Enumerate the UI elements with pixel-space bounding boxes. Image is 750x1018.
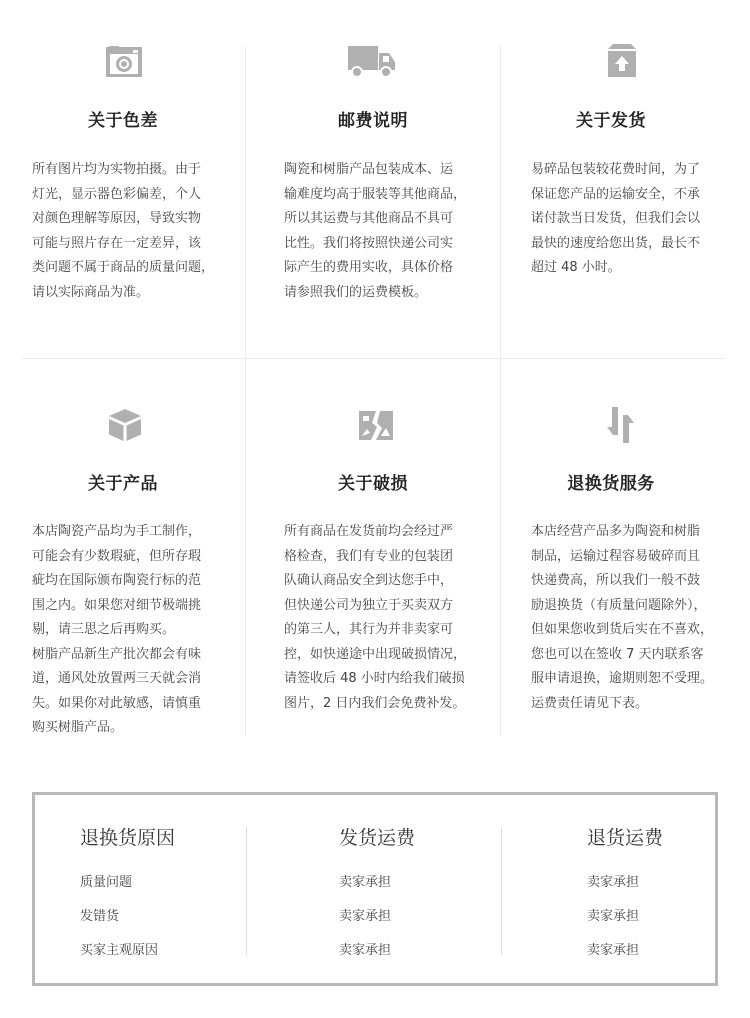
section-shipping-fee (246, 0, 500, 358)
table-cell: 卖家承担 (587, 875, 640, 890)
box-upload-icon (592, 41, 652, 81)
section-title: 关于破损 (338, 474, 408, 494)
section-body: 本店陶瓷产品均为手工制作， 可能会有少数瑕疵，但所存瑕 疵均在国际颁布陶瓷行标的范 围之内。如果您对细节极端挑 剔，请三思之后再购买。 树脂产品新生产批次都会有味 道，通风处放置两三天就会消 失。如果你对此敏感，请慎重 购买树脂产品。 (32, 524, 202, 735)
table-cell: 卖家承担 (339, 909, 392, 924)
section-body: 所有图片均为实物拍摄。由于 灯光，显示器色彩偏差，个人 对颜色理解等原因，导致实物 可能与照片存在一定差异，该 类问题不属于商品的质量问题， 请以实际商品为准。 (32, 162, 215, 300)
table-header: 发货运费 (339, 827, 416, 849)
section-body: 所有商品在发货前均会经过严 格检查，我们有专业的包装团 队确认商品安全到达您手中， 但快递公司为独立于买卖双方 的第三人，其行为并非卖家可 控，如快递途中出现破损情况， 请签收后 48 小时内给我们破损 图片，2 日内我们会免费补发。 (284, 524, 467, 711)
table-cell: 卖家承担 (339, 875, 392, 890)
section-title: 关于色差 (88, 111, 158, 131)
section-title: 关于发货 (576, 111, 646, 131)
table-header: 退换货原因 (80, 827, 176, 849)
table-divider (501, 827, 502, 955)
table-cell: 卖家承担 (587, 909, 640, 924)
table-cell: 发错货 (80, 909, 120, 924)
section-product (22, 359, 245, 737)
section-color-difference (22, 0, 245, 358)
table-cell: 质量问题 (80, 875, 133, 890)
camera-icon (94, 41, 154, 81)
table-cell: 买家主观原因 (80, 943, 159, 958)
truck-icon (342, 41, 402, 81)
section-body: 易碎品包装较花费时间，为了 保证您产品的运输安全，不承 诺付款当日发货，但我们会以 最快的速度给您出货，最长不 超过 48 小时。 (531, 162, 701, 275)
section-damage (246, 359, 500, 737)
table-cell: 卖家承担 (339, 943, 392, 958)
broken-image-icon (346, 405, 406, 445)
section-delivery (501, 0, 726, 358)
section-title: 邮费说明 (338, 111, 408, 131)
section-title: 关于产品 (88, 474, 158, 494)
freight-table (32, 792, 718, 986)
cube-icon (95, 405, 155, 445)
table-divider (246, 827, 247, 955)
table-header: 退货运费 (587, 827, 664, 849)
section-body: 陶瓷和树脂产品包装成本、运 输难度均高于服装等其他商品， 所以其运费与其他商品不具可 比性。我们将按照快递公司实 际产生的费用实收，具体价格 请参照我们的运费模板。 (284, 162, 467, 300)
section-title: 退换货服务 (567, 474, 655, 494)
section-body: 本店经营产品多为陶瓷和树脂 制品，运输过程容易破碎而且 快递费高，所以我们一般不鼓 励退换货（有质量问题除外）， 但如果您收到货后实在不喜欢， 您也可以在签收 7 天内联系客 服申请退换，逾期则恕不受理。 运费责任请见下表。 (531, 524, 714, 711)
table-cell: 卖家承担 (587, 943, 640, 958)
exchange-icon (591, 405, 651, 445)
section-return-service (501, 359, 726, 737)
